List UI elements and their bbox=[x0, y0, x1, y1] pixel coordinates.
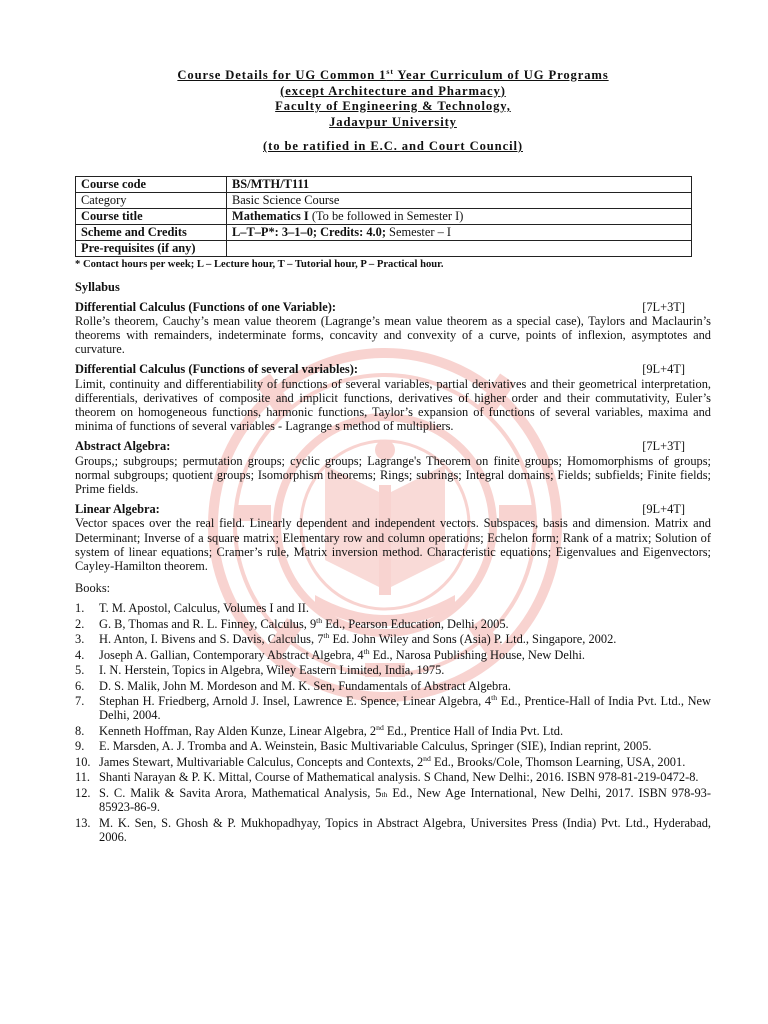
book-number: 10. bbox=[75, 754, 91, 769]
course-code-value: BS/MTH/T111 bbox=[227, 176, 692, 192]
book-sup: th bbox=[491, 693, 498, 703]
table-row bbox=[76, 176, 692, 192]
book-text-rest: Ed., Prentice-Hall of India Pvt. Ltd., New Delhi, 2004. bbox=[99, 694, 711, 723]
list-item bbox=[75, 786, 711, 814]
header-line-1-rest: Year Curriculum of UG Programs bbox=[393, 68, 609, 82]
book-citation bbox=[99, 679, 711, 693]
section-title: Differential Calculus (Functions of several variables): bbox=[75, 362, 358, 377]
section-heading bbox=[75, 439, 711, 453]
book-text: Shanti Narayan & P. K. Mittal, Course of Mathematical analysis. S Chand, New Delhi:, 2016. ISBN 978-81-219-0472-8. bbox=[99, 770, 699, 785]
book-text: Joseph A. Gallian, Contemporary Abstract Algebra, 4 bbox=[99, 647, 364, 662]
course-title-label: Course title bbox=[76, 208, 227, 224]
list-item bbox=[75, 663, 711, 677]
scheme-credits-bold: L–T–P*: 3–1–0; Credits: 4.0; bbox=[232, 224, 386, 239]
book-sup: nd bbox=[376, 722, 384, 732]
book-number: 2. bbox=[75, 616, 85, 631]
book-sup: th bbox=[316, 615, 323, 625]
section-title: Linear Algebra: bbox=[75, 502, 160, 517]
header-line-4: Jadavpur University bbox=[329, 114, 457, 129]
course-title-rest: (To be followed in Semester I) bbox=[308, 208, 464, 223]
section-body: Vector spaces over the real field. Linearly dependent and independent vectors. Subspaces, basis and dimension. Matrix and Determinant; Inverse of a square matrix; Elementary row and column operations; Echelon form; Rank of a matrix; Solution of system of linear equations; Cramer’s rule, Matrix inversion method. Characteristic equations; Eigenvalues and Eigenvectors; Cayley-Hamilton theorem. bbox=[75, 516, 711, 573]
section-heading bbox=[75, 502, 711, 516]
book-citation bbox=[99, 724, 711, 738]
book-number: 4. bbox=[75, 647, 85, 662]
book-citation bbox=[99, 694, 711, 722]
section-hours: [7L+3T] bbox=[642, 299, 685, 314]
book-sub: th bbox=[381, 789, 388, 799]
book-text-rest: Ed., Pearson Education, Delhi, 2005. bbox=[322, 616, 509, 631]
book-number: 7. bbox=[75, 694, 85, 709]
category-label: Category bbox=[76, 192, 227, 208]
header-line-2: (except Architecture and Pharmacy) bbox=[280, 83, 506, 98]
book-text: G. B, Thomas and R. L. Finney, Calculus, 9 bbox=[99, 616, 317, 631]
list-item bbox=[75, 632, 711, 646]
book-text: Stephan H. Friedberg, Arnold J. Insel, Lawrence E. Spence, Linear Algebra, 4 bbox=[99, 694, 492, 709]
book-text-rest: Ed., Brooks/Cole, Thomson Learning, USA, 2001. bbox=[430, 754, 686, 769]
book-text: M. K. Sen, S. Ghosh & P. Mukhopadhyay, Topics in Abstract Algebra, Universites Press (India) Pvt. Ltd., Hyderabad, 2006. bbox=[99, 815, 711, 844]
course-code-label: Course code bbox=[76, 176, 227, 192]
book-text-rest: Ed., Narosa Publishing House, New Delhi. bbox=[369, 647, 586, 662]
book-citation bbox=[99, 663, 711, 677]
syllabus-heading: Syllabus bbox=[75, 279, 120, 294]
book-number: 1. bbox=[75, 601, 85, 616]
book-text: Kenneth Hoffman, Ray Alden Kunze, Linear Algebra, 2 bbox=[99, 723, 377, 738]
book-citation bbox=[99, 816, 711, 844]
book-citation bbox=[99, 617, 711, 631]
list-item bbox=[75, 694, 711, 722]
list-item bbox=[75, 724, 711, 738]
book-number: 11. bbox=[75, 770, 91, 785]
book-text: I. N. Herstein, Topics in Algebra, Wiley Eastern Limited, India, 1975. bbox=[99, 663, 445, 678]
list-item bbox=[75, 679, 711, 693]
book-text: James Stewart, Multivariable Calculus, Concepts and Contexts, 2 bbox=[99, 754, 424, 769]
book-citation bbox=[99, 632, 711, 646]
book-sup: nd bbox=[423, 753, 431, 763]
section-heading bbox=[75, 300, 711, 314]
book-text: S. C. Malik & Savita Arora, Mathematical Analysis, 5 bbox=[99, 785, 382, 800]
section-body: Groups,; subgroups; permutation groups; cyclic groups; Lagrange's Theorem on finite groups; Homomorphisms of groups; normal subgroups; quotient groups; Isomorphism theorems; Rings; subrings; Integral domains; Fields; subfields; Finite fields; Prime fields. bbox=[75, 453, 711, 496]
book-number: 5. bbox=[75, 663, 85, 678]
book-sup: th bbox=[323, 631, 330, 641]
header-line-5: (to be ratified in E.C. and Court Council) bbox=[263, 139, 523, 153]
list-item bbox=[75, 601, 711, 615]
section-hours: [7L+3T] bbox=[642, 439, 685, 454]
scheme-credits-value bbox=[227, 224, 692, 240]
book-citation bbox=[99, 601, 711, 615]
list-item bbox=[75, 770, 711, 784]
table-row bbox=[76, 240, 692, 256]
section-abstract-algebra bbox=[75, 439, 711, 496]
header-line-1-text: Course Details for UG Common 1 bbox=[177, 68, 387, 82]
prerequisites-value bbox=[227, 240, 692, 256]
table-row bbox=[76, 224, 692, 240]
section-title: Abstract Algebra: bbox=[75, 439, 171, 454]
scheme-credits-label: Scheme and Credits bbox=[76, 224, 227, 240]
book-number: 9. bbox=[75, 739, 85, 754]
book-sup: th bbox=[363, 646, 370, 656]
list-item bbox=[75, 617, 711, 631]
book-citation bbox=[99, 739, 711, 753]
header-line-1 bbox=[75, 68, 711, 84]
prerequisites-label: Pre-requisites (if any) bbox=[76, 240, 227, 256]
contact-hours-footnote: * Contact hours per week; L – Lecture hour, T – Tutorial hour, P – Practical hour. bbox=[75, 258, 444, 270]
book-number: 8. bbox=[75, 723, 85, 738]
header-line-3: Faculty of Engineering & Technology, bbox=[275, 99, 511, 113]
book-text: H. Anton, I. Bivens and S. Davis, Calculus, 7 bbox=[99, 632, 324, 647]
book-text: D. S. Malik, John M. Mordeson and M. K. Sen, Fundamentals of Abstract Algebra. bbox=[99, 678, 511, 693]
section-linear-algebra bbox=[75, 502, 711, 573]
book-number: 3. bbox=[75, 632, 85, 647]
course-title-value bbox=[227, 208, 692, 224]
list-item bbox=[75, 816, 711, 844]
books-list bbox=[75, 601, 711, 844]
list-item bbox=[75, 755, 711, 769]
book-text: T. M. Apostol, Calculus, Volumes I and II. bbox=[99, 601, 309, 616]
book-citation bbox=[99, 786, 711, 814]
document-header bbox=[75, 68, 711, 155]
document-page bbox=[75, 0, 711, 845]
book-number: 13. bbox=[75, 815, 91, 830]
section-heading bbox=[75, 362, 711, 376]
book-number: 6. bbox=[75, 678, 85, 693]
scheme-credits-rest: Semester – I bbox=[385, 224, 451, 239]
course-title-bold: Mathematics I bbox=[232, 208, 309, 223]
table-row bbox=[76, 208, 692, 224]
book-citation bbox=[99, 648, 711, 662]
section-body: Rolle’s theorem, Cauchy’s mean value theorem (Lagrange’s mean value theorem as a special case), Taylors and Maclaurin’s theorems with remainders, indeterminate forms, concavity and convexity of a curve, points of inflexion, asymptotes and curvature. bbox=[75, 313, 711, 357]
section-hours: [9L+4T] bbox=[642, 362, 685, 377]
table-row bbox=[76, 192, 692, 208]
book-text: E. Marsden, A. J. Tromba and A. Weinstein, Basic Multivariable Calculus, Springer (SIE), Indian reprint, 2005. bbox=[99, 739, 652, 754]
section-body: Limit, continuity and differentiability of functions of several variables, partial derivatives and their geometrical interpretation, differentials, derivatives of composite and implicit functions, derivatives of higher order and their commutativity, Euler’s theorem on homogeneous functions, harmonic functions, Taylor’s expansion of functions of several variables, maxima and minima of functions of several variables - Lagrange s method of multipliers. bbox=[75, 376, 711, 434]
course-info-table bbox=[75, 176, 692, 257]
section-differential-calculus-several-variables bbox=[75, 362, 711, 433]
books-heading: Books: bbox=[75, 581, 111, 596]
category-value: Basic Science Course bbox=[227, 192, 692, 208]
book-number: 12. bbox=[75, 785, 91, 800]
section-hours: [9L+4T] bbox=[642, 502, 685, 517]
header-line-1-sup: st bbox=[386, 66, 394, 76]
book-text-rest: Ed. John Wiley and Sons (Asia) P. Ltd., Singapore, 2002. bbox=[329, 632, 617, 647]
book-citation bbox=[99, 755, 711, 769]
book-text-rest: Ed., New Age International, New Delhi, 2017. ISBN 978-93-85923-86-9. bbox=[99, 785, 711, 815]
book-citation bbox=[99, 770, 711, 784]
list-item bbox=[75, 739, 711, 753]
section-differential-calculus-one-variable bbox=[75, 300, 711, 357]
book-text-rest: Ed., Prentice Hall of India Pvt. Ltd. bbox=[383, 723, 564, 738]
list-item bbox=[75, 648, 711, 662]
section-title: Differential Calculus (Functions of one Variable): bbox=[75, 299, 337, 314]
